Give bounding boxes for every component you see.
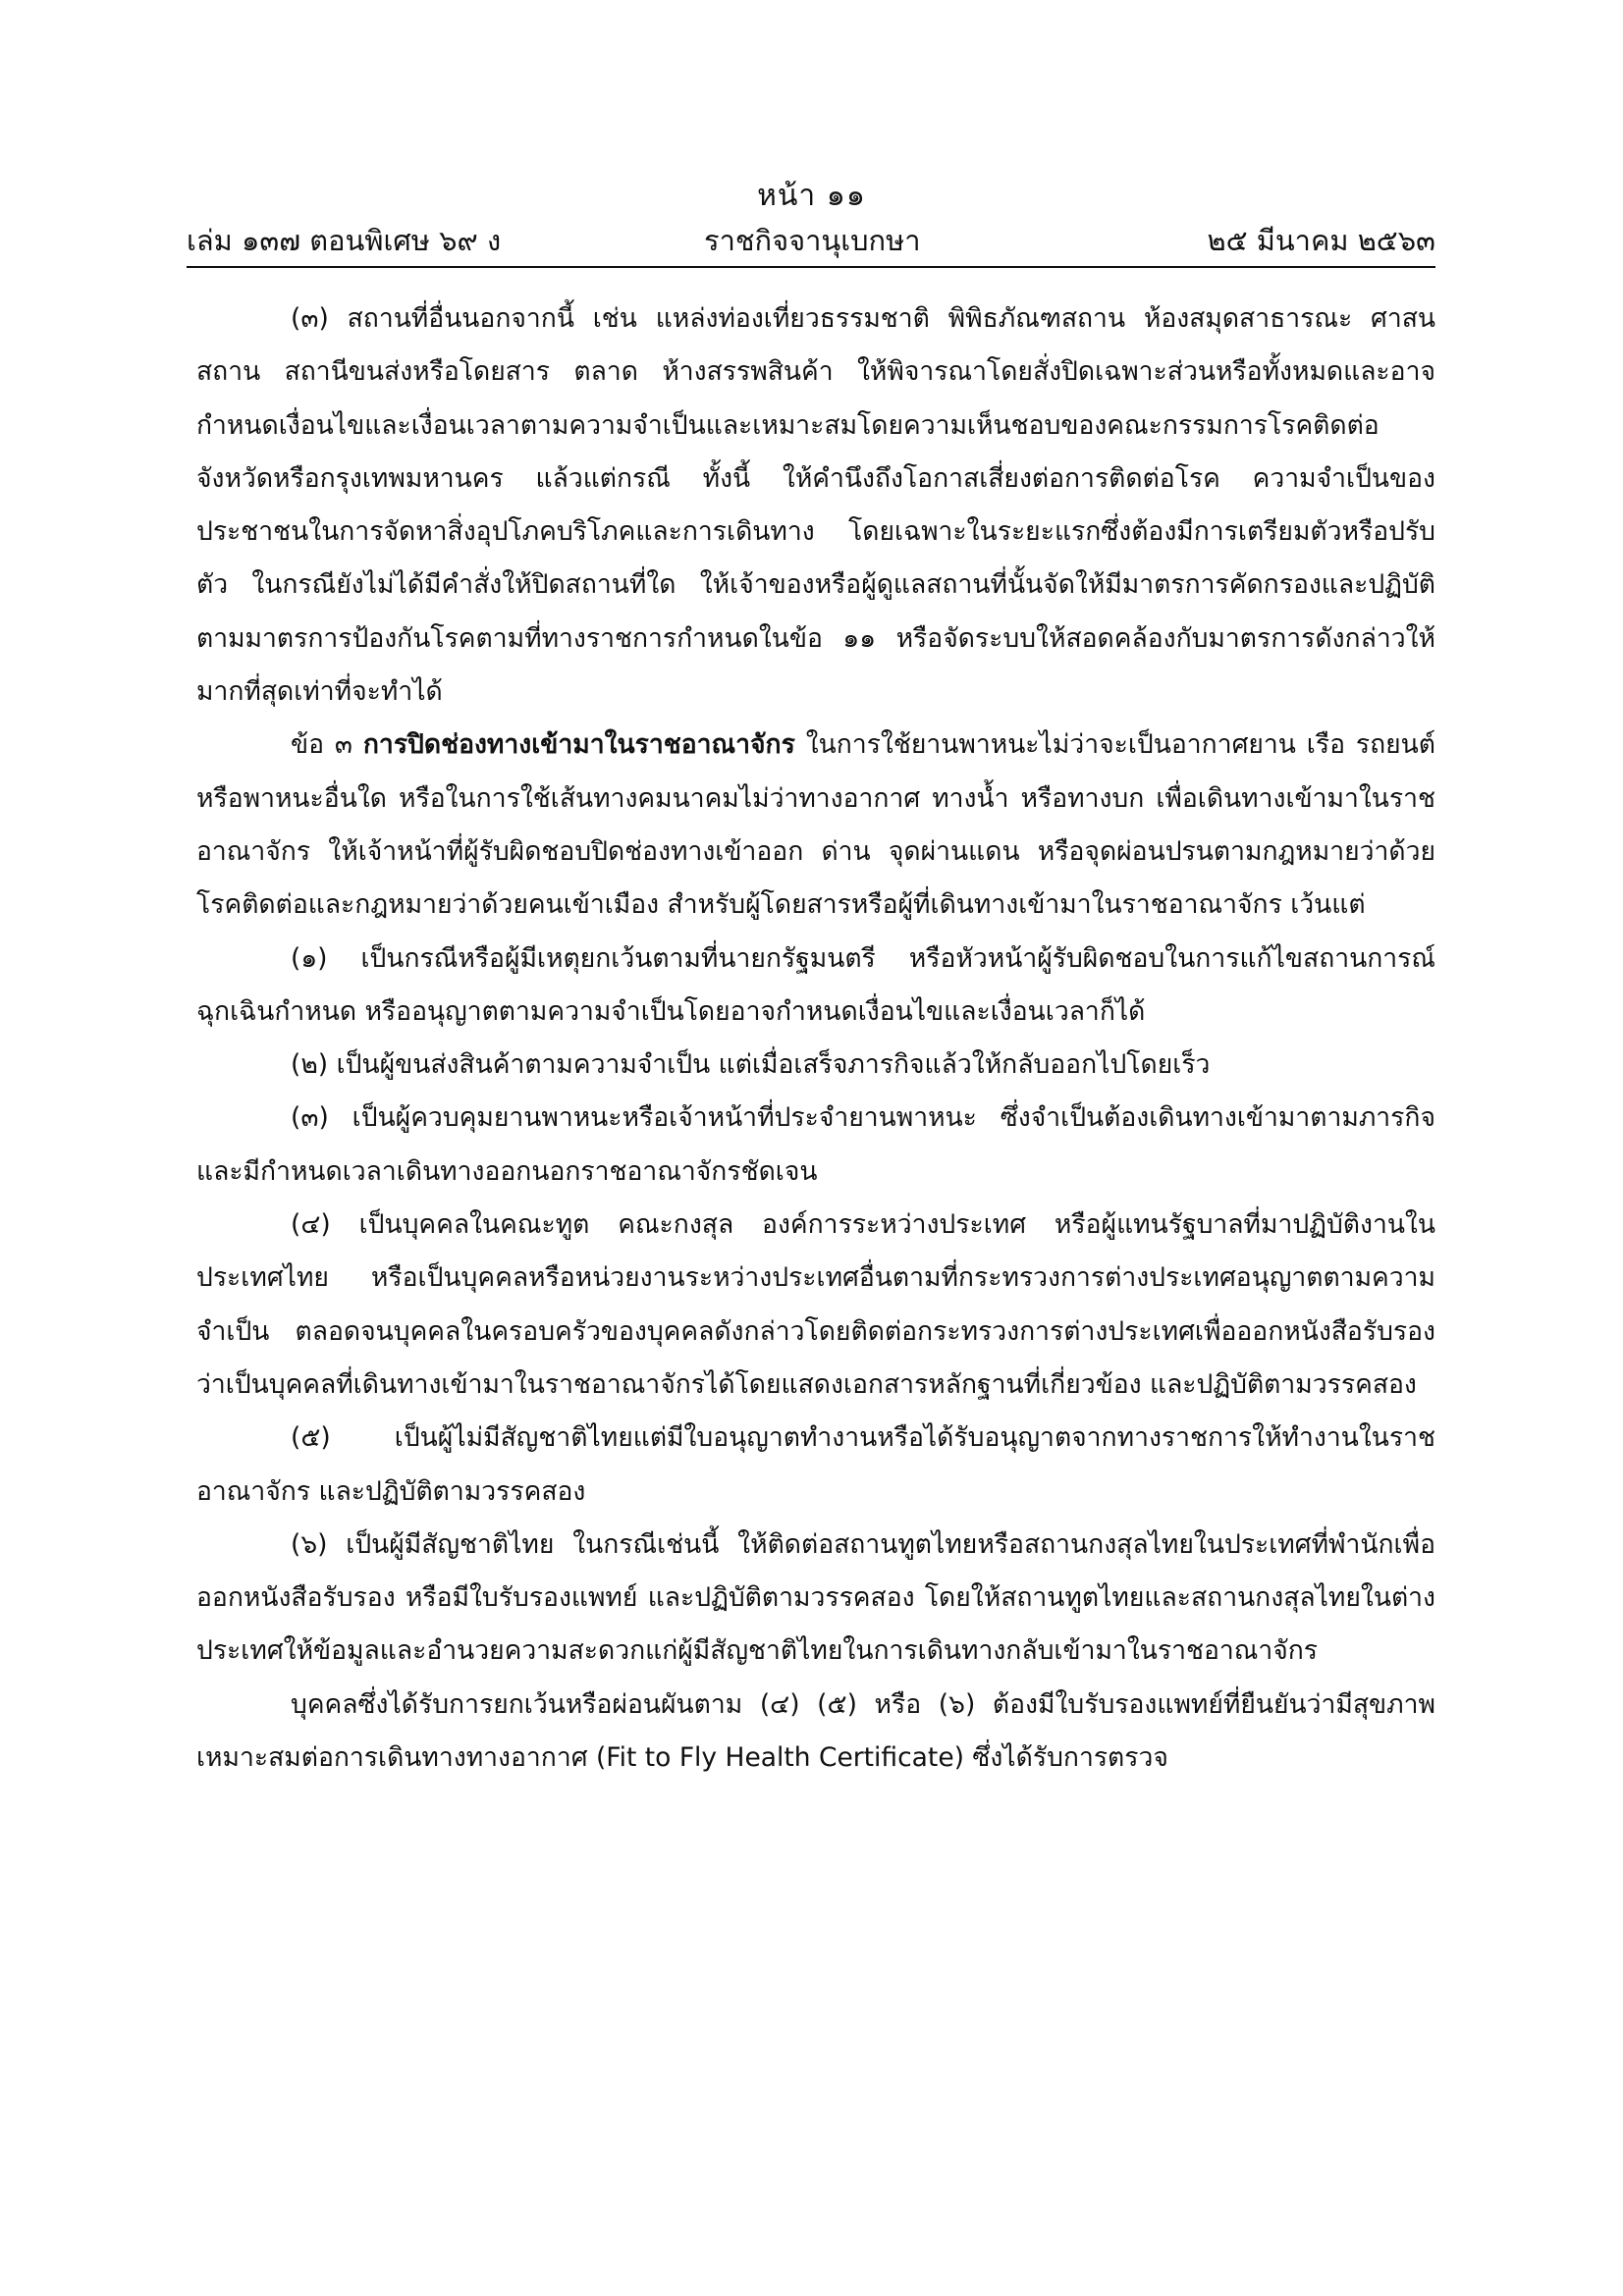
document-body (196, 293, 1435, 1785)
paragraph-exception-3: (๓) เป็นผู้ควบคุมยานพาหนะหรือเจ้าหน้าที่ประจำยานพาหนะ ซึ่งจำเป็นต้องเดินทางเข้ามาตามภารกิจและมีกำหนดเวลาเดินทางออกนอกราชอาณาจักรชัดเจน (196, 1102, 1435, 1187)
article-heading: การปิดช่องทางเข้ามาในราชอาณาจักร (362, 729, 795, 761)
paragraph-article-3 (196, 719, 1435, 932)
paragraph-exception-2: (๒) เป็นผู้ขนส่งสินค้าตามความจำเป็น แต่เมื่อเสร็จภารกิจแล้วให้กลับออกไปโดยเร็ว (291, 1049, 1211, 1081)
gazette-header (187, 218, 1435, 261)
paragraph-exception-5: (๕) เป็นผู้ไม่มีสัญชาติไทยแต่มีใบอนุญาตทำงานหรือได้รับอนุญาตจากทางราชการให้ทำงานในราชอาณาจักร และปฏิบัติตามวรรคสอง (196, 1422, 1435, 1507)
paragraph-exception-6: (๖) เป็นผู้มีสัญชาติไทย ในกรณีเช่นนี้ ให้ติดต่อสถานทูตไทยหรือสถานกงสุลไทยในประเทศที่พำนักเพื่อออกหนังสือรับรอง หรือมีใบรับรองแพทย์ และปฏิบัติตามวรรคสอง โดยให้สถานทูตไทยและสถานกงสุลไทยในต่างประเทศให้ข้อมูลและอำนวยความสะดวกแก่ผู้มีสัญชาติไทยในการเดินทางกลับเข้ามาในราชอาณาจักร (196, 1528, 1435, 1667)
paragraph-health-certificate: บุคคลซึ่งได้รับการยกเว้นหรือผ่อนผันตาม (๔) (๕) หรือ (๖) ต้องมีใบรับรองแพทย์ที่ยืนยันว่ามีสุขภาพเหมาะสมต่อการเดินทางทางอากาศ (Fit to Fly Health Certificate) ซึ่งได้รับการตรวจ (196, 1688, 1435, 1774)
paragraph-exception-4: (๔) เป็นบุคคลในคณะทูต คณะกงสุล องค์การระหว่างประเทศ หรือผู้แทนรัฐบาลที่มาปฏิบัติงานในประเทศไทย หรือเป็นบุคคลหรือหน่วยงานระหว่างประเทศอื่นตามที่กระทรวงการต่างประเทศอนุญาตตามความจำเป็น ตลอดจนบุคคลในครอบครัวของบุคคลดังกล่าวโดยติดต่อกระทรวงการต่างประเทศเพื่อออกหนังสือรับรองว่าเป็นบุคคลที่เดินทางเข้ามาในราชอาณาจักรได้โดยแสดงเอกสารหลักฐานที่เกี่ยวข้อง และปฏิบัติตามวรรคสอง (196, 1209, 1435, 1400)
header-divider (187, 266, 1435, 268)
volume-info: เล่ม ๑๓๗ ตอนพิเศษ ๖๙ ง (187, 224, 502, 257)
article-text: ในการใช้ยานพาหนะไม่ว่าจะเป็นอากาศยาน เรือ รถยนต์ หรือพาหนะอื่นใด หรือในการใช้เส้นทางคมนาคมไม่ว่าทางอากาศ ทางน้ำ หรือทางบก เพื่อเดินทางเข้ามาในราชอาณาจักร ให้เจ้าหน้าที่ผู้รับผิดชอบปิดช่องทางเข้าออก ด่าน จุดผ่านแดน หรือจุดผ่อนปรนตามกฎหมายว่าด้วยโรคติดต่อและกฎหมายว่าด้วยคนเข้าเมือง สำหรับผู้โดยสารหรือผู้ที่เดินทางเข้ามาในราชอาณาจักร เว้นแต่ (196, 729, 1435, 921)
paragraph-clause-2-3: (๓) สถานที่อื่นนอกจากนี้ เช่น แหล่งท่องเที่ยวธรรมชาติ พิพิธภัณฑสถาน ห้องสมุดสาธารณะ ศาสนสถาน สถานีขนส่งหรือโดยสาร ตลาด ห้างสรรพสินค้า ให้พิจารณาโดยสั่งปิดเฉพาะส่วนหรือทั้งหมดและอาจกำหนดเงื่อนไขและเงื่อนเวลาตามความจำเป็นและเหมาะสมโดยความเห็นชอบของคณะกรรมการโรคติดต่อจังหวัดหรือกรุงเทพมหานคร แล้วแต่กรณี ทั้งนี้ ให้คำนึงถึงโอกาสเสี่ยงต่อการติดต่อโรค ความจำเป็นของประชาชนในการจัดหาสิ่งอุปโภคบริโภคและการเดินทาง โดยเฉพาะในระยะแรกซึ่งต้องมีการเตรียมตัวหรือปรับตัว ในกรณียังไม่ได้มีคำสั่งให้ปิดสถานที่ใด ให้เจ้าของหรือผู้ดูแลสถานที่นั้นจัดให้มีมาตรการคัดกรองและปฏิบัติตามมาตรการป้องกันโรคตามที่ทางราชการกำหนดในข้อ ๑๑ หรือจัดระบบให้สอดคล้องกับมาตรการดังกล่าวให้มากที่สุดเท่าที่จะทำได้ (196, 303, 1435, 708)
gazette-title: ราชกิจจานุเบกษา (704, 224, 921, 257)
paragraph-exception-1: (๑) เป็นกรณีหรือผู้มีเหตุยกเว้นตามที่นายกรัฐมนตรี หรือหัวหน้าผู้รับผิดชอบในการแก้ไขสถานการณ์ฉุกเฉินกำหนด หรืออนุญาตตามความจำเป็นโดยอาจกำหนดเงื่อนไขและเงื่อนเวลาก็ได้ (196, 942, 1435, 1027)
publication-date: ๒๕ มีนาคม ๒๕๖๓ (1207, 224, 1435, 257)
article-number: ข้อ ๓ (291, 729, 363, 761)
page-number: หน้า ๑๑ (757, 179, 866, 213)
